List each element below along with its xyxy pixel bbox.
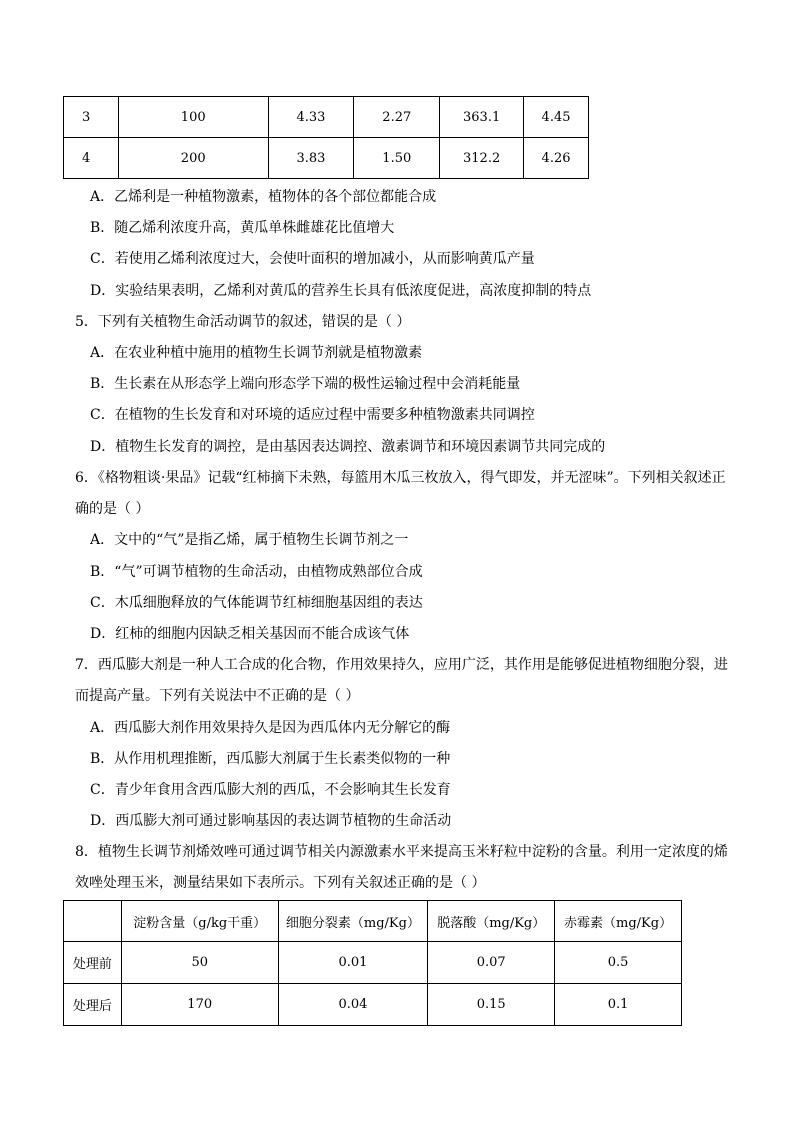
q7-option-d: D．西瓜膨大剂可通过影响基因的表达调节植物的生命活动 (90, 813, 452, 829)
table-cell: 4.26 (524, 138, 589, 179)
q6-option-a: A．文中的“气”是指乙烯，属于植物生长调节剂之一 (90, 532, 409, 548)
table-cell: 1.50 (354, 138, 440, 179)
hormone-data-table (63, 900, 682, 1026)
table-cell: 4 (64, 138, 119, 179)
table-row (64, 942, 682, 984)
q7-option-c: C．青少年食用含西瓜膨大剂的西瓜，不会影响其生长发育 (90, 782, 451, 798)
q6-option-b: B．“气”可调节植物的生命活动，由植物成熟部位合成 (90, 564, 423, 580)
table-cell: 0.04 (278, 984, 428, 1026)
q6-stem-line1: 6．《格物粗谈·果品》记载“红柿摘下未熟，每篮用木瓜三枚放入，得气即发，并无涩味”。下列相关叙述正 (75, 470, 726, 486)
table-cell: 0.07 (428, 942, 555, 984)
q6-option-d: D．红柿的细胞内因缺乏相关基因而不能合成该气体 (90, 626, 410, 642)
table-cell: 3.83 (268, 138, 354, 179)
table-cell: 170 (121, 984, 278, 1026)
q5-option-b: B．生长素在从形态学上端向形态学下端的极性运输过程中会消耗能量 (90, 376, 521, 392)
table-cell: 0.01 (278, 942, 428, 984)
q8-stem-line2: 效唑处理玉米，测量结果如下表所示。下列有关叙述正确的是（ ） (75, 875, 486, 891)
table-header-row (64, 901, 682, 942)
table-cell: 312.2 (440, 138, 524, 179)
table-cell: 0.1 (555, 984, 682, 1026)
q5-option-d: D．植物生长发育的调控，是由基因表达调控、激素调节和环境因素调节共同完成的 (90, 439, 606, 455)
data-table-top (63, 96, 589, 179)
q5-option-c: C．在植物的生长发育和对环境的适应过程中需要多种植物激素共同调控 (90, 407, 535, 423)
q6-stem-line2: 确的是（ ） (75, 501, 150, 517)
table-cell: 处理前 (64, 942, 122, 984)
q5-stem: 5．下列有关植物生命活动调节的叙述，错误的是（ ） (75, 314, 411, 330)
table-cell: 2.27 (354, 97, 440, 138)
table-cell: 4.33 (268, 97, 354, 138)
q4-option-a: A．乙烯利是一种植物激素，植物体的各个部位都能合成 (90, 189, 437, 205)
q7-option-a: A．西瓜膨大剂作用效果持久是因为西瓜体内无分解它的酶 (90, 720, 451, 736)
table-cell: 4.45 (524, 97, 589, 138)
table-cell: 0.5 (555, 942, 682, 984)
table-cell: 100 (118, 97, 268, 138)
table-cell: 200 (118, 138, 268, 179)
table-cell: 50 (121, 942, 278, 984)
q4-option-b: B．随乙烯利浓度升高，黄瓜单株雌雄花比值增大 (90, 220, 395, 236)
table-cell: 0.15 (428, 984, 555, 1026)
table-header-cell: 赤霉素（mg/Kg） (555, 901, 682, 942)
table-row (64, 138, 589, 179)
table-row (64, 97, 589, 138)
q7-option-b: B．从作用机理推断，西瓜膨大剂属于生长素类似物的一种 (90, 751, 451, 767)
table-row (64, 984, 682, 1026)
q4-option-d: D．实验结果表明，乙烯利对黄瓜的营养生长具有低浓度促进，高浓度抑制的特点 (90, 283, 592, 299)
q5-option-a: A．在农业种植中施用的植物生长调节剂就是植物激素 (90, 345, 423, 361)
table-cell: 3 (64, 97, 119, 138)
table-header-cell (64, 901, 122, 942)
q7-stem-line2: 而提高产量。下列有关说法中不正确的是（ ） (75, 688, 360, 704)
table-header-cell: 脱落酸（mg/Kg） (428, 901, 555, 942)
q7-stem-line1: 7．西瓜膨大剂是一种人工合成的化合物，作用效果持久，应用广泛，其作用是能够促进植物细胞分裂，进 (75, 657, 728, 673)
q8-stem-line1: 8．植物生长调节剂烯效唑可通过调节相关内源激素水平来提高玉米籽粒中淀粉的含量。利用一定浓度的烯 (75, 844, 728, 860)
table-cell: 处理后 (64, 984, 122, 1026)
table-header-cell: 细胞分裂素（mg/Kg） (278, 901, 428, 942)
table-header-cell: 淀粉含量（g/kg干重） (121, 901, 278, 942)
q6-option-c: C．木瓜细胞释放的气体能调节红柿细胞基因组的表达 (90, 595, 423, 611)
table-cell: 363.1 (440, 97, 524, 138)
q4-option-c: C．若使用乙烯利浓度过大，会使叶面积的增加减小，从而影响黄瓜产量 (90, 251, 535, 267)
